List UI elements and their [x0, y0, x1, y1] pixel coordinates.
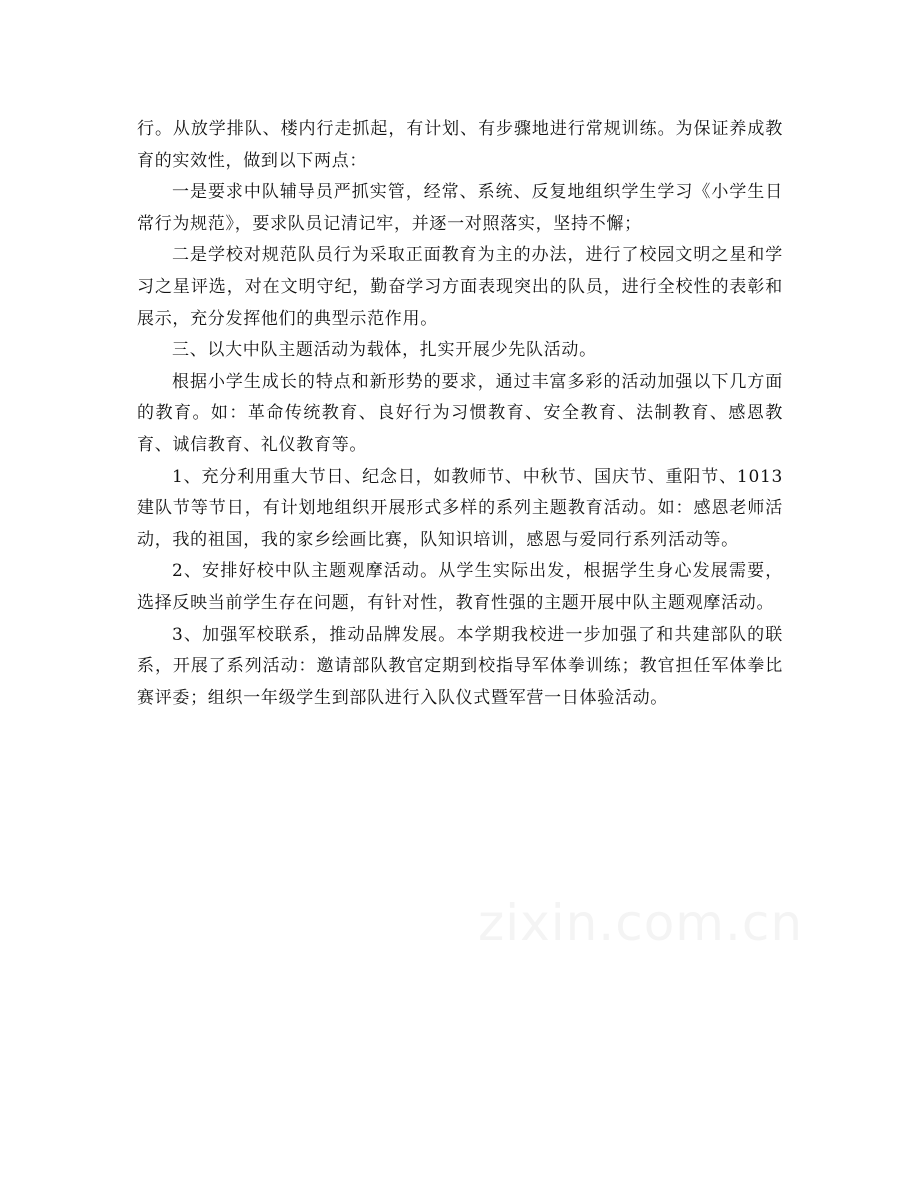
paragraph-7: 2、安排好校中队主题观摩活动。从学生实际出发，根据学生身心发展需要，选择反映当前学生存在问题，有针对性，教育性强的主题开展中队主题观摩活动。 [137, 561, 783, 613]
paragraph-5: 根据小学生成长的特点和新形势的要求，通过丰富多彩的活动加强以下几方面的教育。如：革命传统教育、良好行为习惯教育、安全教育、法制教育、感恩教育、诚信教育、礼仪教育等。 [137, 371, 783, 455]
paragraph-2: 一是要求中队辅导员严抓实管，经常、系统、反复地组织学生学习《小学生日常行为规范》，要求队员记清记牢，并逐一对照落实，坚持不懈； [137, 182, 783, 234]
paragraph-8: 3、加强军校联系，推动品牌发展。本学期我校进一步加强了和共建部队的联系，开展了系列活动：邀请部队教官定期到校指导军体拳训练；教官担任军体拳比赛评委；组织一年级学生到部队进行入队仪式暨军营一日体验活动。 [137, 624, 783, 708]
paragraph-1: 行。从放学排队、楼内行走抓起，有计划、有步骤地进行常规训练。为保证养成教育的实效性，做到以下两点： [137, 119, 783, 171]
paragraph-6: 1、充分利用重大节日、纪念日，如教师节、中秋节、国庆节、重阳节、1013建队节等节日，有计划地组织开展形式多样的系列主题教育活动。如：感恩老师活动，我的祖国，我的家乡绘画比赛，队知识培训，感恩与爱同行系列活动等。 [137, 466, 783, 550]
watermark: zixin.com.cn [478, 894, 804, 952]
paragraph-3: 二是学校对规范队员行为采取正面教育为主的办法，进行了校园文明之星和学习之星评选，对在文明守纪，勤奋学习方面表现突出的队员，进行全校性的表彰和展示，充分发挥他们的典型示范作用。 [137, 245, 783, 329]
document-body [137, 114, 783, 714]
paragraph-4: 三、以大中队主题活动为载体，扎实开展少先队活动。 [172, 340, 597, 361]
